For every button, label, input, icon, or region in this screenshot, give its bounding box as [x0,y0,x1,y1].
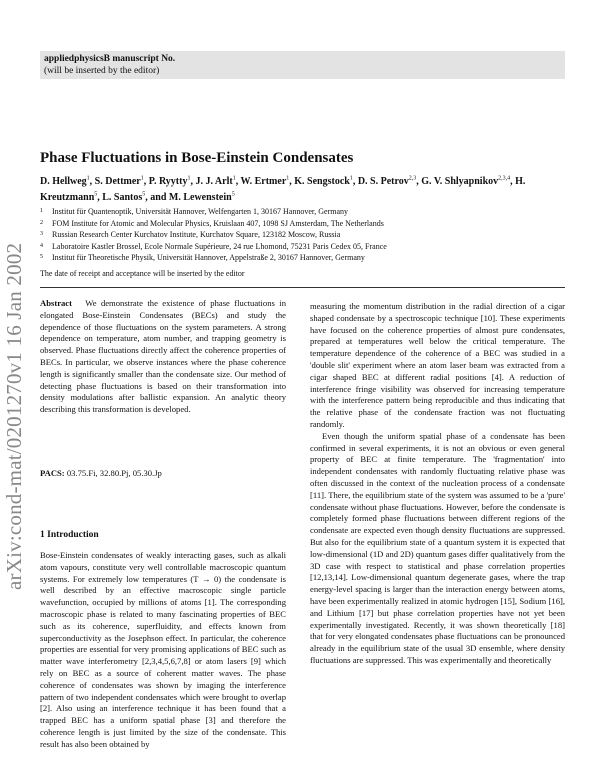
header-divider [40,287,565,288]
affiliation: 2 FOM Institute for Atomic and Molecular Physics, Kruislaan 407, 1098 SJ Amsterdam, The Netherlands [40,218,384,228]
affiliation: 4 Laboratoire Kastler Brossel, Ecole Normale Supérieure, 24 rue Lhomond, 75231 Paris Cedex 05, France [40,241,387,251]
affiliation: 3 Russian Research Center Kurchatov Institute, Kurchatov Square, 123182 Moscow, Russia [40,230,341,239]
author: H. Kreutzmann$^5$, [40,176,526,203]
journal-name: appliedphysicsB manuscript No. [44,54,176,64]
author: D. Hellweg$^1$, [40,176,95,188]
right-column [310,301,565,667]
intro-text: Bose-Einstein condensates of weakly interacting gases, such as alkali atom vapours, constitute very well controllable macroscopic quantum systems. For extremely low temperatures (T → 0) the condensate is well described by an effective macroscopic single particle wavefunction, occupied by millions of atoms [1]. The corresponding macroscopic phase is related to many fascinating properties of BEC such as its coherence, superfluidity, and effects known from superconductivity as the Josephson effect. In particular, the coherence properties are essential for very promising applications of BEC such as matter wave interferometry [2,3,4,5,6,7,8] or atom lasers [9] which rely on BEC as a source of coherent matter waves. The phase coherence of condensates was shown by imaging the interference pattern of two independent condensates which were brought to overlap [2]. Also using an interference technique it has been found that a trapped BEC has a uniform spatial phase [3] and therefore the coherence length is just limited by the size of the condensate. This result has also been obtained by [40,550,286,749]
affiliation: 1 Institut für Quantenoptik, Universität Hannover, Welfengarten 1, 30167 Hannover, Germany [40,207,349,216]
author: P. Ryytty$^1$, [148,176,196,188]
paper-title: Phase Fluctuations in Bose-Einstein Condensates [40,150,354,166]
author: K. Sengstock$^1$, [294,176,358,188]
author-list [40,173,565,204]
pacs-codes: 03.75.Fi, 32.80.Pj, 05.30.Jp [66,468,162,478]
author: G. V. Shlyapnikov$^{2,3,4}$, [421,176,516,188]
author: S. Dettmer$^1$, [94,176,149,188]
pacs [40,468,286,480]
abstract [40,298,286,416]
intro-paragraph [40,550,286,751]
author: D. S. Petrov$^{2,3}$, [357,176,422,188]
author: J. J. Arlt$^1$, [195,176,241,188]
editor-note: (will be inserted by the editor) [44,66,160,76]
journal-header-box [40,51,565,79]
affiliation-list [40,206,565,264]
author: L. Santos$^5$, [102,191,151,203]
section-heading: 1 Introduction [40,530,99,540]
pacs-label: PACS: [40,468,65,478]
right-paragraph-1: measuring the momentum distribution in the radial direction of a cigar shaped condensate by a spectroscopic technique [10]. These experiments have focused on the coherence properties of almost pure condensates, prepared at temperatures well below the critical temperature. The temperature dependence of the coherence of a BEC was studied in a 'double slit' experiment where an atom laser beam was extracted from a cigar shaped BEC at different radial positions [4]. A reduction of interference fringe visibility was observed for increasing temperature with the interference pattern being reproducible and thus indicating that the relative phase of the condensate fraction was not fluctuating randomly. [310,301,565,429]
author: and M. Lewenstein$^5$ [150,191,235,203]
abstract-label: Abstract [40,298,72,308]
arxiv-identifier[interactable]: arXiv:cond-mat/0201270v1 16 Jan 2002 [2,242,26,590]
affiliation: 5 Institut für Theoretische Physik, Universität Hannover, Appelstraße 2, 30167 Hannover, Germany [40,253,365,262]
author: W. Ertmer$^1$, [240,176,295,188]
right-paragraph-2: Even though the uniform spatial phase of a condensate has been confirmed in several experiments, it is not an obvious or even general property of BEC at finite temperature. The 'fragmentation' into independent condensates with randomly fluctuating relative phase was often discussed in the context of the nucleation process of a condensate [11]. There, the equilibrium state of the system was assumed to be a 'pure' condensate without phase fluctuations. However, before the condensate is completely formed phase fluctuations between different regions of the condensate are expected even though density fluctuations are suppressed. But also for the equilibrium state of a quantum system it is expected that low-dimensional (1D and 2D) quantum gases differ qualitatively from the 3D case with respect to statistical and phase correlation properties [12,13,14]. Low-dimensional quantum degenerate gases, where the trap energy-level spacing is larger than the interaction energy between atoms, have been experimentally realized in atomic hydrogen [15], Sodium [16], and Lithium [17] but phase correlation properties have not yet been experimentally investigated. Recently, it was shown theoretically [18] that for very elongated condensates phase fluctuations can be pronounced already in the equilibrium state of the usual 3D ensemble, where density fluctuations are suppressed. This was experimentally and theoretically [310,430,565,665]
abstract-text: We demonstrate the existence of phase fluctuations in elongated Bose-Einstein Condensates (BECs) and study the dependence of those fluctuations on the system parameters. A strong dependence on temperature, atom number, and trapping geometry is observed. Phase fluctuations directly affect the coherence properties of BECs. In particular, we observe instances where the phase coherence length is significantly smaller than the condensate size. Our method of detecting phase fluctuations is based on their transformation into density modulations after ballistic expansion. An analytic theory describing this transformation is developed. [40,298,286,415]
received-date-note: The date of receipt and acceptance will be inserted by the editor [40,269,245,278]
